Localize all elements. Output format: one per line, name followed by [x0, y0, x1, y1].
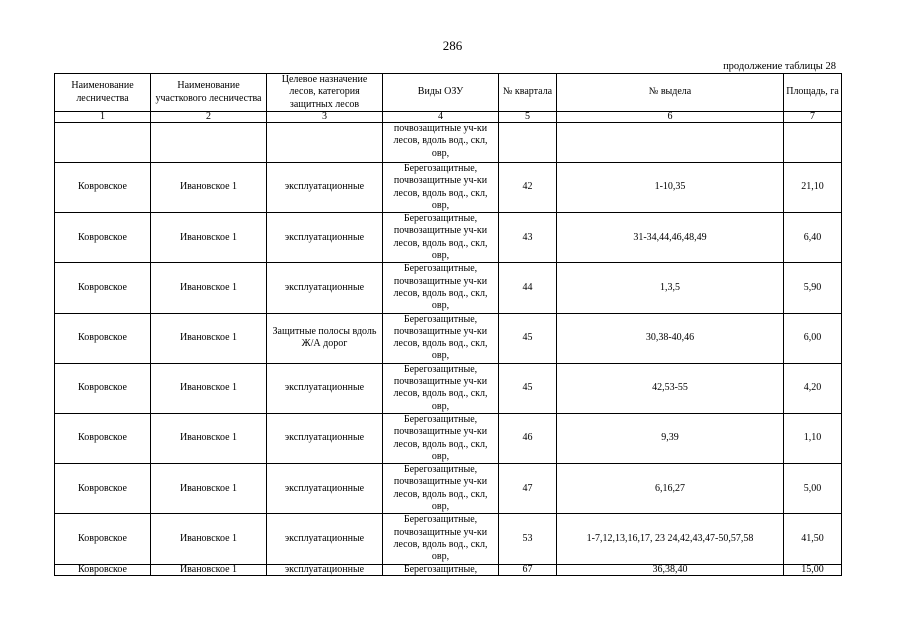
table-row: [55, 313, 842, 363]
table-row: [55, 213, 842, 263]
cell-forestry: Ковровское: [55, 564, 151, 575]
cell-purpose: эксплуатационные: [267, 263, 383, 313]
table-row: [55, 413, 842, 463]
column-number: 2: [151, 112, 267, 123]
cell-quarter: 53: [499, 514, 557, 564]
cell-district: Ивановское 1: [151, 163, 267, 213]
cell-district: Ивановское 1: [151, 263, 267, 313]
column-number: 4: [383, 112, 499, 123]
cell-forestry: Ковровское: [55, 213, 151, 263]
cell-section: 6,16,27: [557, 464, 784, 514]
cell-quarter: [499, 123, 557, 163]
cell-quarter: 44: [499, 263, 557, 313]
cell-area: 6,40: [784, 213, 842, 263]
cell-purpose: эксплуатационные: [267, 464, 383, 514]
cell-ozu: Берегозащитные,: [383, 564, 499, 575]
table-row: [55, 514, 842, 564]
cell-forestry: Ковровское: [55, 263, 151, 313]
cell-purpose: эксплуатационные: [267, 413, 383, 463]
cell-section: [557, 123, 784, 163]
column-header: № квартала: [499, 74, 557, 112]
cell-section: 1-7,12,13,16,17, 23 24,42,43,47-50,57,58: [557, 514, 784, 564]
cell-quarter: 42: [499, 163, 557, 213]
cell-quarter: 47: [499, 464, 557, 514]
cell-area: 21,10: [784, 163, 842, 213]
cell-ozu: Берегозащитные, почвозащитные уч-ки лесов, вдоль вод., скл, овр,: [383, 163, 499, 213]
cell-section: 31-34,44,46,48,49: [557, 213, 784, 263]
column-header: Наименование участкового лесничества: [151, 74, 267, 112]
cell-section: 9,39: [557, 413, 784, 463]
cell-ozu: Берегозащитные, почвозащитные уч-ки лесов, вдоль вод., скл, овр,: [383, 213, 499, 263]
cell-area: 5,90: [784, 263, 842, 313]
page-number: 286: [442, 38, 463, 53]
column-header: Площадь, га: [784, 74, 842, 112]
cell-purpose: эксплуатационные: [267, 514, 383, 564]
cell-district: Ивановское 1: [151, 313, 267, 363]
table-row: [55, 363, 842, 413]
cell-district: Ивановское 1: [151, 564, 267, 575]
cell-district: Ивановское 1: [151, 413, 267, 463]
cell-area: 15,00: [784, 564, 842, 575]
table-row: [55, 123, 842, 163]
cell-quarter: 43: [499, 213, 557, 263]
cell-ozu: почвозащитные уч-ки лесов, вдоль вод., скл, овр,: [383, 123, 499, 163]
cell-area: 41,50: [784, 514, 842, 564]
table-row: [55, 464, 842, 514]
column-number: 6: [557, 112, 784, 123]
cell-forestry: Ковровское: [55, 363, 151, 413]
cell-purpose: Защитные полосы вдоль Ж/А дорог: [267, 313, 383, 363]
cell-ozu: Берегозащитные, почвозащитные уч-ки лесов, вдоль вод., скл, овр,: [383, 263, 499, 313]
cell-forestry: Ковровское: [55, 163, 151, 213]
cell-ozu: Берегозащитные, почвозащитные уч-ки лесов, вдоль вод., скл, овр,: [383, 313, 499, 363]
cell-district: Ивановское 1: [151, 514, 267, 564]
cell-ozu: Берегозащитные, почвозащитные уч-ки лесов, вдоль вод., скл, овр,: [383, 514, 499, 564]
cell-area: [784, 123, 842, 163]
table-header-row: [55, 74, 842, 112]
cell-district: [151, 123, 267, 163]
cell-quarter: 46: [499, 413, 557, 463]
column-header: Виды ОЗУ: [383, 74, 499, 112]
cell-forestry: Ковровское: [55, 413, 151, 463]
cell-area: 4,20: [784, 363, 842, 413]
cell-district: Ивановское 1: [151, 213, 267, 263]
cell-ozu: Берегозащитные, почвозащитные уч-ки лесов, вдоль вод., скл, овр,: [383, 464, 499, 514]
column-number: 7: [784, 112, 842, 123]
cell-purpose: эксплуатационные: [267, 213, 383, 263]
cell-section: 1-10,35: [557, 163, 784, 213]
cell-district: Ивановское 1: [151, 464, 267, 514]
table-continuation-note: продолжение таблицы 28: [723, 61, 836, 72]
cell-purpose: эксплуатационные: [267, 163, 383, 213]
cell-quarter: 45: [499, 363, 557, 413]
column-number: 5: [499, 112, 557, 123]
cell-quarter: 67: [499, 564, 557, 575]
column-number: 1: [55, 112, 151, 123]
column-number-row: [55, 112, 842, 123]
cell-section: 36,38,40: [557, 564, 784, 575]
column-header: Наименование лесничества: [55, 74, 151, 112]
table-row: [55, 564, 842, 575]
column-header: № выдела: [557, 74, 784, 112]
table-row: [55, 163, 842, 213]
cell-ozu: Берегозащитные, почвозащитные уч-ки лесов, вдоль вод., скл, овр,: [383, 363, 499, 413]
column-header: Целевое назначение лесов, категория защитных лесов: [267, 74, 383, 112]
cell-forestry: Ковровское: [55, 464, 151, 514]
table-row: [55, 263, 842, 313]
column-number: 3: [267, 112, 383, 123]
cell-district: Ивановское 1: [151, 363, 267, 413]
cell-area: 1,10: [784, 413, 842, 463]
cell-quarter: 45: [499, 313, 557, 363]
cell-section: 42,53-55: [557, 363, 784, 413]
cell-purpose: эксплуатационные: [267, 564, 383, 575]
cell-ozu: Берегозащитные, почвозащитные уч-ки лесов, вдоль вод., скл, овр,: [383, 413, 499, 463]
cell-section: 1,3,5: [557, 263, 784, 313]
forest-table: [54, 73, 842, 576]
cell-section: 30,38-40,46: [557, 313, 784, 363]
cell-forestry: [55, 123, 151, 163]
cell-forestry: Ковровское: [55, 313, 151, 363]
cell-purpose: эксплуатационные: [267, 363, 383, 413]
cell-area: 6,00: [784, 313, 842, 363]
cell-forestry: Ковровское: [55, 514, 151, 564]
cell-purpose: [267, 123, 383, 163]
cell-area: 5,00: [784, 464, 842, 514]
